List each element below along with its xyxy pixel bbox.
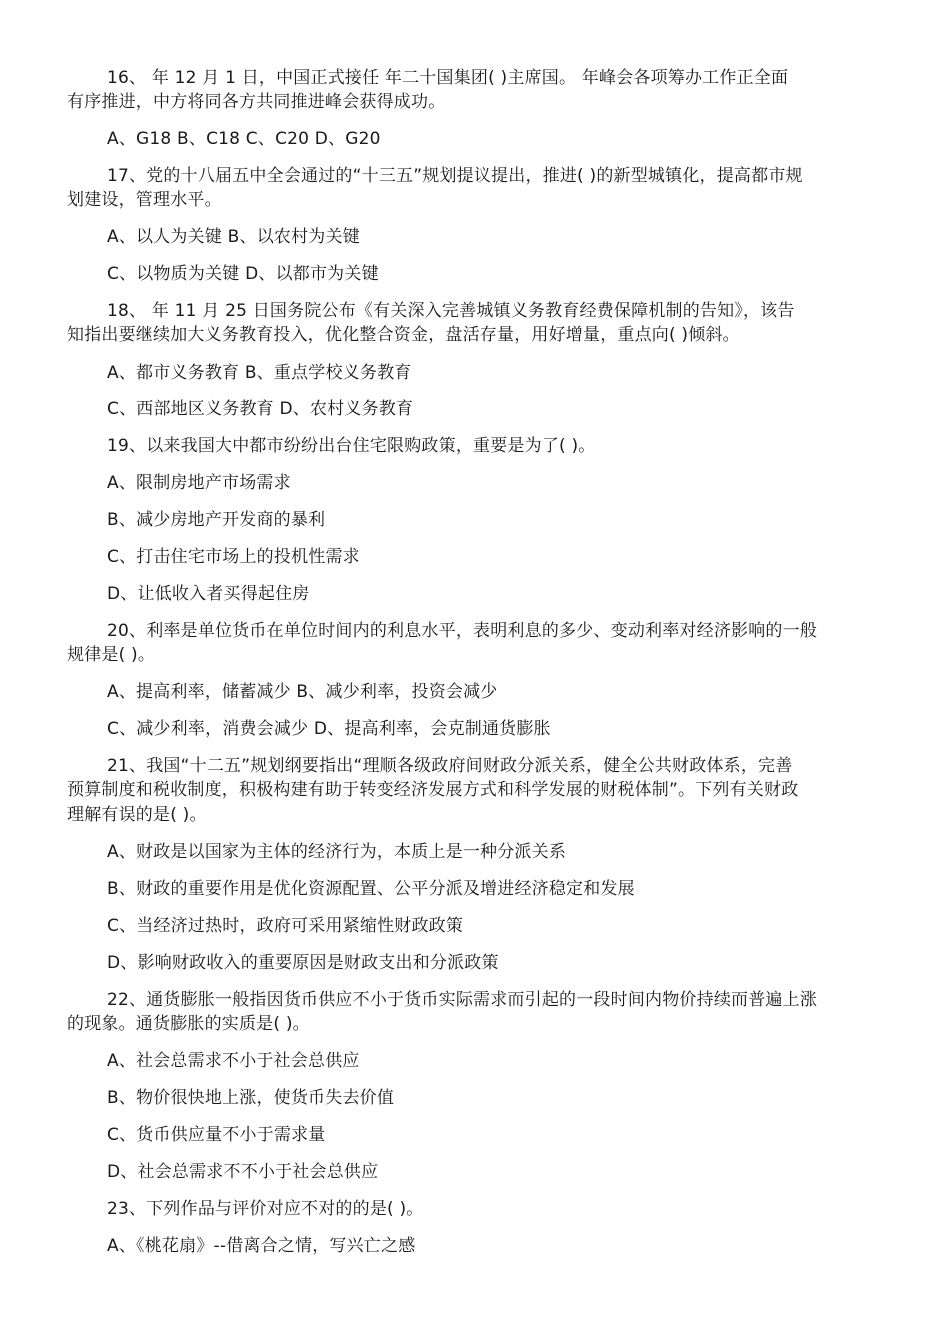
question-23-option-a: A、《桃花扇》--借离合之情，写兴亡之感 <box>107 1236 416 1256</box>
question-22-option-a: A、社会总需求不小于社会总供应 <box>107 1051 360 1071</box>
question-19-option-a: A、限制房地产市场需求 <box>107 473 291 493</box>
question-16-line-1: 16、 年 12 月 1 日，中国正式接任 年二十国集团( )主席国。 年峰会各项筹办工作正全面 <box>107 68 789 88</box>
question-20-line-1: 20、利率是单位货币在单位时间内的利息水平，表明利息的多少、变动利率对经济影响的一般 <box>107 621 818 641</box>
question-18-line-1: 18、 年 11 月 25 日国务院公布《有关深入完善城镇义务教育经费保障机制的告知》，该告 <box>107 301 795 321</box>
question-22-option-d: D、社会总需求不不小于社会总供应 <box>107 1162 379 1182</box>
question-16-line-2: 有序推进，中方将同各方共同推进峰会获得成功。 <box>67 92 446 112</box>
question-17-line-2: 划建设，管理水平。 <box>67 190 222 210</box>
question-18-options-ab: A、都市义务教育 B、重点学校义务教育 <box>107 363 412 383</box>
question-17-options-cd: C、以物质为关键 D、以都市为关键 <box>107 264 379 284</box>
question-19-option-d: D、让低收入者买得起住房 <box>107 584 310 604</box>
question-20-line-2: 规律是( )。 <box>67 645 156 665</box>
question-22-option-b: B、物价很快地上涨，使货币失去价值 <box>107 1088 395 1108</box>
question-18-options-cd: C、西部地区义务教育 D、农村义务教育 <box>107 399 414 419</box>
question-22-line-1: 22、通货膨胀一般指因货币供应不小于货币实际需求而引起的一段时间内物价持续而普遍上涨 <box>107 990 818 1010</box>
question-21-line-2: 预算制度和税收制度，积极构建有助于转变经济发展方式和科学发展的财税体制”。下列有关财政 <box>67 780 799 800</box>
question-22-line-2: 的现象。通货膨胀的实质是( )。 <box>67 1014 310 1034</box>
question-20-options-ab: A、提高利率，储蓄减少 B、减少利率，投资会减少 <box>107 682 498 702</box>
question-19-line-1: 19、以来我国大中都市纷纷出台住宅限购政策，重要是为了( )。 <box>107 436 596 456</box>
question-21-option-d: D、影响财政收入的重要原因是财政支出和分派政策 <box>107 953 499 973</box>
question-21-line-1: 21、我国“十二五”规划纲要指出“理顺各级政府间财政分派关系，健全公共财政体系，完善 <box>107 756 793 776</box>
question-20-options-cd: C、减少利率，消费会减少 D、提高利率，会克制通货膨胀 <box>107 719 551 739</box>
question-19-option-b: B、减少房地产开发商的暴利 <box>107 510 326 530</box>
question-16-options: A、G18 B、C18 C、C20 D、G20 <box>107 129 381 149</box>
question-21-option-c: C、当经济过热时，政府可采用紧缩性财政政策 <box>107 916 464 936</box>
question-18-line-2: 知指出要继续加大义务教育投入，优化整合资金，盘活存量，用好增量，重点向( )倾斜。 <box>67 325 740 345</box>
question-19-option-c: C、打击住宅市场上的投机性需求 <box>107 547 360 567</box>
question-21-option-a: A、财政是以国家为主体的经济行为，本质上是一种分派关系 <box>107 842 567 862</box>
question-21-line-3: 理解有误的是( )。 <box>67 805 207 825</box>
question-21-option-b: B、财政的重要作用是优化资源配置、公平分派及增进经济稳定和发展 <box>107 879 635 899</box>
question-22-option-c: C、货币供应量不小于需求量 <box>107 1125 326 1145</box>
question-23-line-1: 23、下列作品与评价对应不对的的是( )。 <box>107 1199 424 1219</box>
question-17-options-ab: A、以人为关键 B、以农村为关键 <box>107 227 360 247</box>
question-17-line-1: 17、党的十八届五中全会通过的“十三五”规划提议提出，推进( )的新型城镇化，提高都市规 <box>107 166 803 186</box>
